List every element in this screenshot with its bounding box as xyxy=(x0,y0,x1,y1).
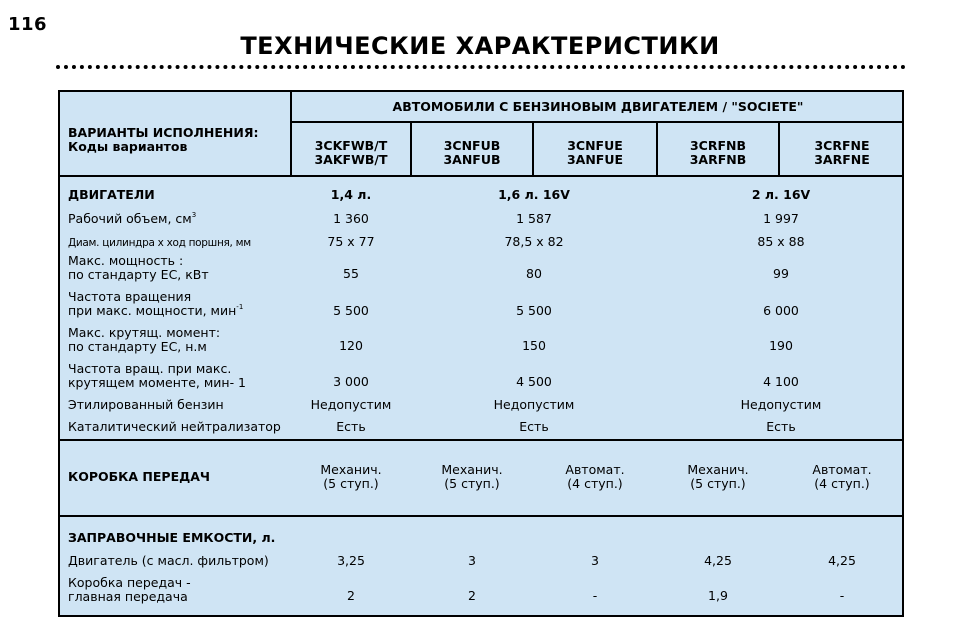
engine-size: 1,6 л. 16V xyxy=(498,187,570,202)
cell-value: 120 xyxy=(339,338,363,353)
variant-code: 3CNFUB 3ANFUB xyxy=(443,138,501,167)
row-label-catalyst: Каталитический нейтрализатор xyxy=(68,419,281,434)
variant-code: 3CNFUE 3ANFUE xyxy=(566,138,624,167)
row-divider xyxy=(60,439,902,441)
gearbox-heading: КОРОБКА ПЕРЕДАЧ xyxy=(68,469,211,484)
gearbox-value: Автомат. (4 ступ.) xyxy=(812,462,872,491)
title-divider xyxy=(56,65,906,69)
cell-value: 6 000 xyxy=(763,303,799,318)
row-divider xyxy=(60,515,902,517)
gearbox-value: Автомат. (4 ступ.) xyxy=(565,462,625,491)
cell-value: 4 100 xyxy=(763,374,799,389)
cell-value: 4,25 xyxy=(704,553,732,568)
row-label-leaded-fuel: Этилированный бензин xyxy=(68,397,224,412)
cell-value: 2 xyxy=(347,588,355,603)
row-label-bore-stroke: Диам. цилиндра х ход поршня, мм xyxy=(68,237,251,249)
cell-value: 3 xyxy=(591,553,599,568)
cell-value: 1 587 xyxy=(516,211,552,226)
group-header: АВТОМОБИЛИ С БЕНЗИНОВЫМ ДВИГАТЕЛЕМ / "SOCIETE" xyxy=(392,99,804,114)
row-label-power-rpm: Частота вращения при макс. мощности, мин$^{-1}$ xyxy=(68,289,244,318)
cell-value: Недопустим xyxy=(740,397,822,412)
cell-value: 3 000 xyxy=(333,374,369,389)
cell-value: 85 x 88 xyxy=(757,234,805,249)
cell-value: 80 xyxy=(526,266,542,281)
variant-code: 3CRFNE 3ARFNE xyxy=(814,138,870,167)
cell-value: 1 997 xyxy=(763,211,799,226)
cell-value: 4 500 xyxy=(516,374,552,389)
variant-code: 3CRFNB 3ARFNB xyxy=(689,138,747,167)
variants-label: ВАРИАНТЫ ИСПОЛНЕНИЯ: Коды вариантов xyxy=(68,125,259,154)
cell-value: Есть xyxy=(519,419,549,434)
cell-value: 99 xyxy=(773,266,789,281)
cell-value: 190 xyxy=(769,338,793,353)
cell-value: 78,5 x 82 xyxy=(504,234,564,249)
cell-value: 4,25 xyxy=(828,553,856,568)
gearbox-value: Механич. (5 ступ.) xyxy=(441,462,503,491)
gearbox-value: Механич. (5 ступ.) xyxy=(320,462,382,491)
row-label-torque-rpm: Частота вращ. при макс. крутящем моменте, мин- 1 xyxy=(68,361,247,390)
gearbox-value: Механич. (5 ступ.) xyxy=(687,462,749,491)
cell-value: Есть xyxy=(336,419,366,434)
cell-value: - xyxy=(592,588,598,603)
cell-value: Недопустим xyxy=(310,397,392,412)
page-title: ТЕХНИЧЕСКИЕ ХАРАКТЕРИСТИКИ xyxy=(240,32,720,60)
cell-value: 150 xyxy=(522,338,546,353)
engine-size: 2 л. 16V xyxy=(751,187,811,202)
cell-value: Недопустим xyxy=(493,397,575,412)
cell-value: 75 x 77 xyxy=(327,234,375,249)
row-label-displacement: Рабочий объем, $см^3$ xyxy=(68,211,197,226)
row-label-gearbox-oil: Коробка передач - главная передача xyxy=(68,575,191,604)
engine-heading: ДВИГАТЕЛИ xyxy=(68,187,155,202)
cell-value: 55 xyxy=(343,266,359,281)
page-number: 116 xyxy=(8,14,48,35)
cell-value: Есть xyxy=(766,419,796,434)
row-divider xyxy=(60,175,902,177)
row-label-power: Макс. мощность : по стандарту ЕС, кВт xyxy=(68,253,209,282)
variant-code: 3CKFWB/T 3AKFWB/T xyxy=(314,138,388,167)
row-divider xyxy=(290,121,902,123)
cell-value: 5 500 xyxy=(333,303,369,318)
capacities-heading: ЗАПРАВОЧНЫЕ ЕМКОСТИ, л. xyxy=(68,530,276,545)
cell-value: 1 360 xyxy=(333,211,369,226)
cell-value: 3,25 xyxy=(337,553,365,568)
cell-value: 3 xyxy=(468,553,476,568)
spec-table xyxy=(58,90,904,617)
engine-size: 1,4 л. xyxy=(330,187,372,202)
cell-value: 1,9 xyxy=(708,588,728,603)
cell-value: - xyxy=(839,588,845,603)
row-label-engine-oil: Двигатель (с масл. фильтром) xyxy=(68,553,269,568)
cell-value: 5 500 xyxy=(516,303,552,318)
row-label-torque: Макс. крутящ. момент: по стандарту ЕС, н.м xyxy=(68,325,221,354)
cell-value: 2 xyxy=(468,588,476,603)
